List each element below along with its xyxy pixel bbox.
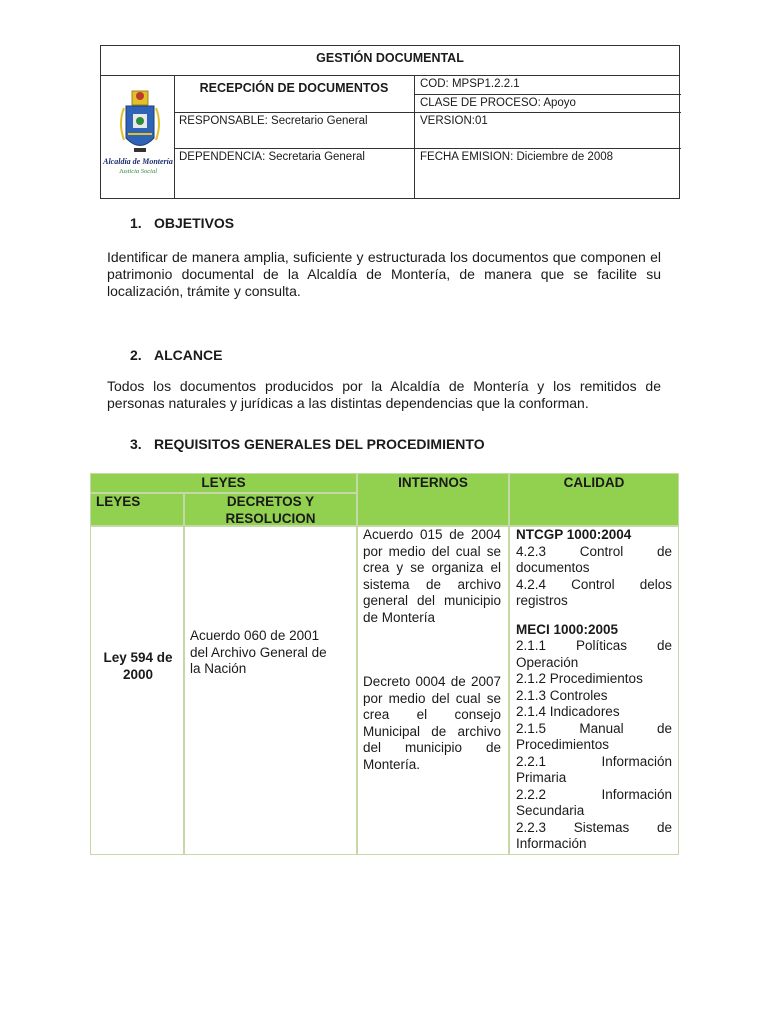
section-number: 3. bbox=[130, 436, 142, 452]
calidad-item: 2.1.1 Políticas de Operación bbox=[516, 638, 672, 670]
requirements-table bbox=[90, 473, 679, 855]
internos-item: Acuerdo 015 de 2004 por medio del cual se crea y se organiza el sistema de archivo general del municipio de Montería bbox=[363, 527, 501, 625]
section-objetivos-heading bbox=[130, 215, 234, 231]
issue-date: FECHA EMISION: Diciembre de 2008 bbox=[420, 151, 614, 163]
document-title: GESTIÓN DOCUMENTAL bbox=[316, 51, 464, 65]
procedure-title: RECEPCIÓN DE DOCUMENTOS bbox=[199, 81, 389, 95]
section-title: OBJETIVOS bbox=[154, 215, 235, 231]
calidad-item: 2.1.3 Controles bbox=[516, 687, 608, 703]
dependency: DEPENDENCIA: Secretaria General bbox=[179, 151, 365, 163]
header-decretos: DECRETOS Y RESOLUCION bbox=[184, 493, 357, 526]
process-class: CLASE DE PROCESO: Apoyo bbox=[420, 97, 576, 109]
version: VERSION:01 bbox=[420, 115, 488, 127]
calidad-item: 2.1.4 Indicadores bbox=[516, 704, 620, 719]
header-internos: INTERNOS bbox=[357, 473, 509, 526]
cell-leyes bbox=[90, 526, 184, 855]
header-leyes: LEYES bbox=[90, 493, 184, 526]
calidad-item: 2.2.3 Sistemas de Información bbox=[516, 819, 672, 851]
objetivos-text: Identificar de manera amplia, suficiente y estructurada los documentos que componen el patrimonio documental de la Alcaldía de Montería, de manera que se facilite su localización, trámite y consulta. bbox=[107, 249, 661, 299]
cell-internos bbox=[357, 526, 509, 855]
calidad-list bbox=[516, 527, 672, 853]
calidad-item: 2.2.2 Información Secundaria bbox=[516, 786, 672, 818]
section-title: ALCANCE bbox=[154, 347, 223, 363]
header-calidad: CALIDAD bbox=[509, 473, 679, 526]
calidad-item: 4.2.4 Control delos registros bbox=[516, 576, 672, 608]
crest-icon bbox=[106, 78, 179, 201]
alcance-text: Todos los documentos producidos por la Alcaldía de Montería y los remitidos de personas naturales y jurídicas a las distintas dependencias que la conforman. bbox=[107, 378, 661, 411]
calidad-standard-title: NTCGP 1000:2004 bbox=[516, 527, 632, 542]
section-number: 2. bbox=[130, 347, 142, 363]
cell-calidad bbox=[509, 526, 679, 855]
leyes-value: Ley 594 de 2000 bbox=[103, 650, 173, 682]
calidad-item: 2.1.2 Procedimientos bbox=[516, 671, 643, 686]
calidad-item: 4.2.3 Control de documentos bbox=[516, 543, 672, 575]
calidad-item: 2.1.5 Manual de Procedimientos bbox=[516, 720, 672, 752]
section-title: REQUISITOS GENERALES DEL PROCEDIMIENTO bbox=[154, 436, 485, 452]
logo-slogan: Justicia Social bbox=[118, 168, 158, 175]
section-requisitos-heading bbox=[130, 436, 485, 452]
responsible: RESPONSABLE: Secretario General bbox=[179, 115, 368, 127]
alcaldia-logo bbox=[101, 76, 174, 199]
document-header bbox=[100, 45, 680, 199]
calidad-standard-title: MECI 1000:2005 bbox=[516, 621, 619, 637]
logo-text: Alcaldía de Montería bbox=[103, 157, 173, 166]
header-leyes-group: LEYES bbox=[90, 473, 357, 493]
section-alcance-heading bbox=[130, 347, 222, 363]
calidad-item: 2.2.1 Información Primaria bbox=[516, 753, 672, 785]
cell-decretos bbox=[184, 526, 357, 855]
section-number: 1. bbox=[130, 215, 142, 231]
internos-item: Decreto 0004 de 2007 por medio del cual se crea el consejo Municipal de archivo del municipio de Montería. bbox=[363, 674, 501, 772]
decretos-value: Acuerdo 060 de 2001 del Archivo General de la Nación bbox=[190, 628, 327, 676]
document-code: COD: MPSP1.2.2.1 bbox=[420, 78, 520, 90]
